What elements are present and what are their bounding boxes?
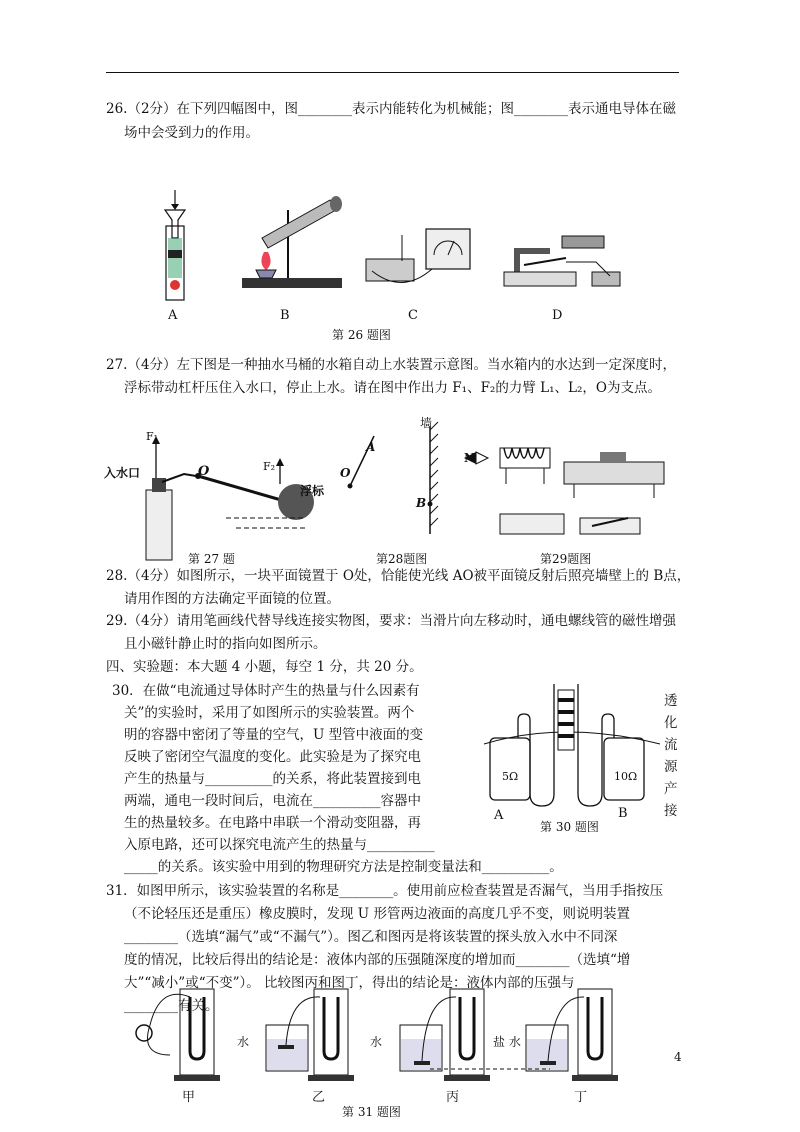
q26-label-b: B: [280, 308, 290, 323]
q27-inlet: 入水口: [104, 466, 141, 480]
q27-o: O: [198, 464, 210, 479]
q26-figure-a: [150, 190, 200, 305]
q30-r2: 10Ω: [614, 770, 638, 783]
q31-caption: 第 31 题图: [342, 1105, 401, 1119]
q31-line-3: ________（选填“漏气”或“不漏气”）。图乙和图丙是将该装置的探头放入水中不同深: [124, 929, 618, 945]
q30-a: A: [494, 808, 504, 823]
q26-figure-d: [500, 232, 625, 292]
q26-line2: 场中会受到力的作用。: [124, 125, 259, 141]
q27-line2: 浮标带动杠杆压住入水口，停止上水。请在图中作出力 F₁、F₂的力臂 L₁、L₂，O为支点。: [124, 380, 661, 396]
q28-line1: 28.（4分）如图所示，一块平面镜置于 O处，恰能使光线 AO被平面镜反射后照亮墙壁上的 B点，: [106, 568, 691, 584]
q30-line-9: _____的关系。该实验中用到的物理研究方法是控制变量法和__________。: [124, 859, 563, 875]
q30-b: B: [618, 806, 628, 821]
q31-line-4: 度的情况，比较后得出的结论是：液体内部的压强随深度的增加而________（选填“增: [124, 952, 631, 968]
q30-line-7: 生的热量较多。在电路中串联一个滑动变阻器，再: [124, 815, 421, 831]
q26-line1: 26.（2分）在下列四幅图中，图________表示内能转化为机械能；图________表示通电导体在磁: [106, 101, 677, 117]
q27-caption: 第 27 题: [188, 552, 235, 566]
q30-line-3: 明的容器中密闭了等量的空气，U 型管中液面的变: [124, 727, 424, 743]
q31-label-yi: 乙: [312, 1090, 326, 1105]
section-heading: 四、实验题：本大题 4 小题，每空 1 分，共 20 分。: [106, 659, 423, 675]
q30-line-1: 30．在做“电流通过导体时产生的热量与什么因素有: [112, 683, 420, 699]
q29-line2: 且小磁针静止时的指向如图所示。: [124, 636, 327, 652]
q31-water-bing: 水: [370, 1035, 383, 1049]
q29-line1: 29.（4分）请用笔画线代替导线连接实物图，要求：当滑片向左移动时，通电螺线管的磁性增强: [106, 613, 677, 629]
q26-label-d: D: [552, 308, 563, 323]
q29-caption: 第29题图: [540, 552, 592, 566]
q30-line-6: 两端，通电一段时间后，电流在__________容器中: [124, 793, 421, 809]
q26-figure-b: [242, 190, 352, 300]
q28-caption: 第28题图: [376, 552, 428, 566]
q31-gauge-yi: [308, 989, 354, 1081]
q31-line-2: （不论轻压还是重压）橡皮膜时，发现 U 形管两边液面的高度几乎不变，则说明装置: [124, 906, 630, 922]
q30-side-text: 透化流源产接: [664, 693, 678, 819]
header-rule: [106, 72, 679, 73]
q27-float: 浮标: [300, 484, 325, 498]
q31-gauge-bing: [444, 989, 490, 1081]
q31-line-1: 31．如图甲所示，该实验装置的名称是________。使用前应检查装置是否漏气，当用手指按压: [106, 883, 664, 899]
q28-o: O: [340, 466, 351, 480]
page-number: 4: [674, 1050, 682, 1064]
q30-line-8: 入原电路，还可以探究电流产生的热量与__________: [124, 837, 435, 853]
q27-line1: 27.（4分）左下图是一种抽水马桶的水箱自动上水装置示意图。当水箱内的水达到一定深度时，: [106, 357, 677, 373]
q30-caption: 第 30 题图: [540, 820, 599, 834]
q31-salt-water: 盐 水: [493, 1035, 521, 1049]
q30-line-2: 关”的实验时，采用了如图所示的实验装置。两个: [124, 705, 415, 721]
q31-line-5: 大”“减小”或“不变”）。 比较图丙和图丁，得出的结论是：液体内部的压强与: [124, 975, 575, 991]
q27-f2: F₂: [263, 460, 276, 473]
q30-figure: [484, 684, 660, 819]
q31-gauge-ding: [572, 989, 618, 1081]
q28-line2: 请用作图的方法确定平面镜的位置。: [124, 591, 340, 607]
q28-a: A: [366, 440, 376, 454]
q31-label-jia: 甲: [182, 1090, 196, 1105]
q30-line-5: 产生的热量与__________的关系，将此装置接到电: [124, 771, 421, 787]
q30-line-4: 反映了密闭空气温度的变化。此实验是为了探究电: [124, 749, 421, 765]
q26-label-a: A: [168, 308, 178, 323]
q31-label-ding: 丁: [574, 1090, 588, 1105]
q28-b: B: [416, 496, 427, 510]
q31-gauge-jia: [174, 989, 220, 1081]
q27-f1: F₁: [146, 430, 159, 443]
q31-label-bing: 丙: [446, 1090, 460, 1105]
q26-figure-c: [362, 225, 482, 295]
q30-r1: 5Ω: [502, 770, 519, 783]
q27-figure: [106, 420, 316, 560]
q31-line-6: ________有关。: [124, 998, 219, 1014]
q28-wall: 墙: [420, 416, 433, 430]
q29-figure: [460, 440, 670, 550]
q26-caption: 第 26 题图: [332, 328, 391, 342]
q31-water-yi: 水: [237, 1035, 250, 1049]
q26-label-c: C: [408, 308, 418, 323]
q29-n: N: [464, 451, 475, 465]
